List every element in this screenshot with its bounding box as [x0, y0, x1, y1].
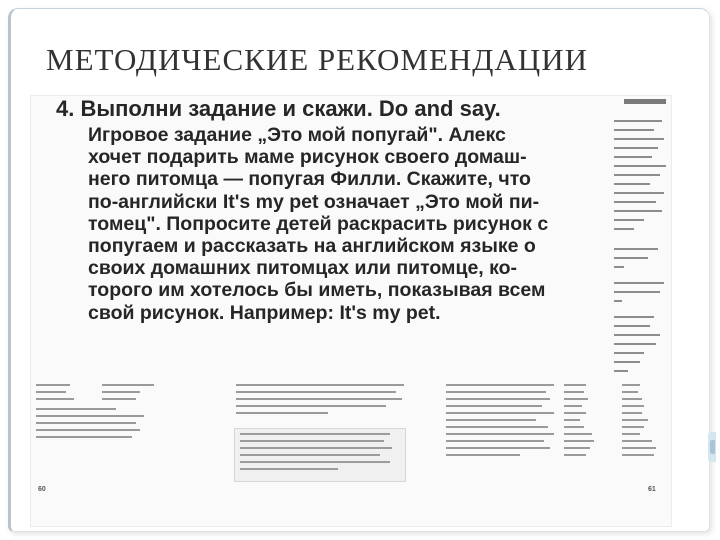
bottom-column-5 [622, 384, 662, 461]
task-body [88, 124, 606, 324]
page-number-right: 61 [648, 486, 656, 493]
task-line: него питомца — попугая Филли. Скажите, что [88, 168, 531, 191]
task-line: своих домашних питомцах или питомце, ко- [88, 257, 518, 280]
right-column-text [614, 120, 668, 420]
task-heading: 4. Выполни задание и скажи. Do and say. [56, 96, 501, 121]
bottom-column-1b [102, 384, 162, 405]
task-line: свой рисунок. Например: It's my pet. [88, 301, 441, 324]
bottom-note-box-1 [234, 428, 406, 482]
bottom-column-2 [236, 384, 406, 419]
task-line: томец". Попросите детей раскрасить рисунок с [88, 212, 549, 235]
slide-edge-decoration-inner [710, 440, 715, 454]
bottom-column-3 [446, 384, 556, 461]
bottom-text-area [36, 384, 664, 496]
page-corner-tag [624, 99, 666, 104]
task-block [58, 96, 606, 324]
task-line: торого им хотелось бы иметь, показывая всем [88, 279, 546, 302]
bottom-column-4 [564, 384, 598, 461]
task-line: по-английски It's my pet означает „Это мой пи- [88, 190, 540, 213]
task-line: Игровое задание „Это мой попугай". Алекс [88, 124, 506, 146]
task-line: хочет подарить маме рисунок своего домаш- [88, 146, 527, 169]
task-line: попугаем и рассказать на английском языке о [88, 235, 536, 258]
page-number-left: 60 [38, 486, 46, 493]
slide-title: МЕТОДИЧЕСКИЕ РЕКОМЕНДАЦИИ [46, 42, 588, 77]
